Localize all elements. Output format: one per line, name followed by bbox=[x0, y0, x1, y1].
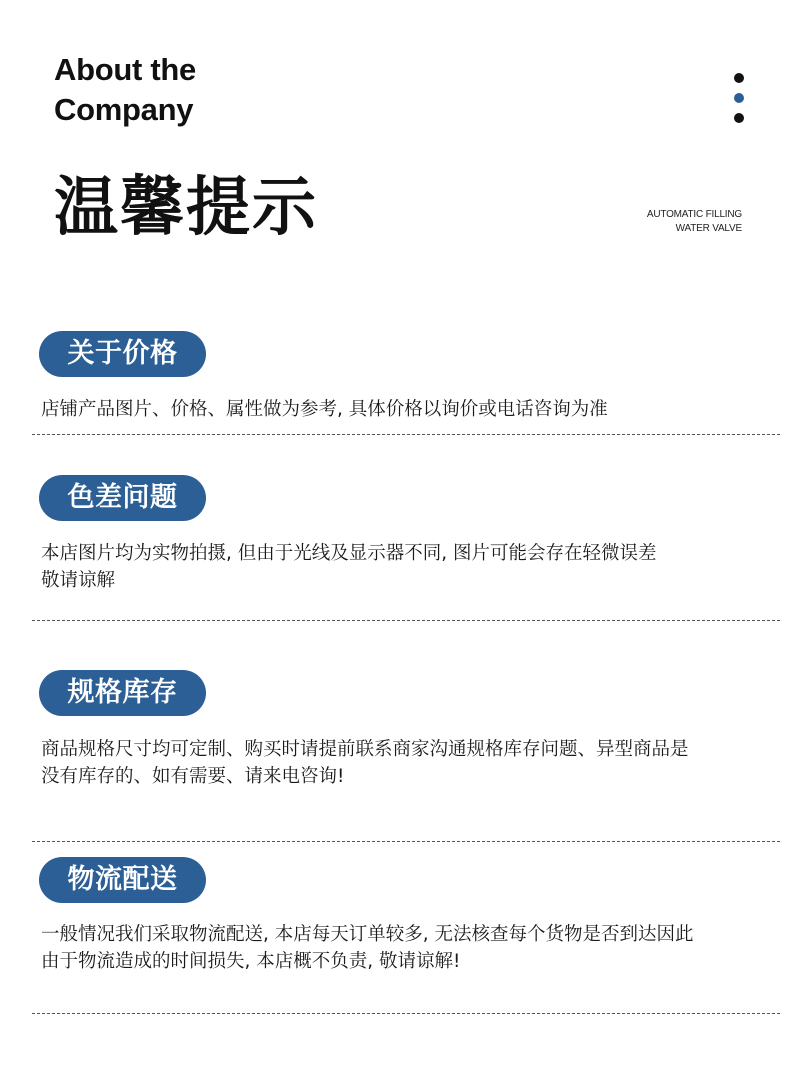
section-text-color bbox=[41, 540, 781, 594]
text-line: 本店图片均为实物拍摄, 但由于光线及显示器不同, 图片可能会存在轻微误差 bbox=[41, 543, 657, 564]
divider bbox=[32, 620, 780, 621]
dot-icon bbox=[734, 73, 744, 83]
about-line-2: Company bbox=[54, 92, 194, 127]
subtitle-line-2: WATER VALVE bbox=[675, 223, 742, 234]
text-line: 店铺产品图片、价格、属性做为参考, 具体价格以询价或电话咨询为准 bbox=[41, 399, 608, 420]
section-badge-price: 关于价格 bbox=[39, 331, 206, 377]
text-line: 敬请谅解 bbox=[41, 570, 116, 591]
section-text-specs bbox=[41, 736, 781, 790]
section-badge-color: 色差问题 bbox=[39, 475, 206, 521]
section-badge-logistics: 物流配送 bbox=[39, 857, 206, 903]
more-dots-icon bbox=[734, 73, 744, 133]
page-title: 温馨提示 bbox=[54, 171, 318, 245]
about-line-1: About the bbox=[54, 52, 196, 87]
section-text-price bbox=[41, 396, 781, 423]
section-text-logistics bbox=[41, 921, 781, 975]
text-line: 商品规格尺寸均可定制、购买时请提前联系商家沟通规格库存问题、异型商品是 bbox=[41, 739, 689, 760]
subtitle-line-1: AUTOMATIC FILLING bbox=[646, 209, 742, 220]
dot-icon bbox=[734, 113, 744, 123]
divider bbox=[32, 841, 780, 842]
text-line: 没有库存的、如有需要、请来电咨询! bbox=[41, 766, 345, 787]
about-heading bbox=[54, 50, 196, 130]
section-badge-specs: 规格库存 bbox=[39, 670, 206, 716]
divider bbox=[32, 434, 780, 435]
dot-accent-icon bbox=[734, 93, 744, 103]
text-line: 由于物流造成的时间损失, 本店概不负责, 敬请谅解! bbox=[41, 951, 461, 972]
text-line: 一般情况我们采取物流配送, 本店每天订单较多, 无法核查每个货物是否到达因此 bbox=[41, 924, 694, 945]
product-subtitle bbox=[647, 208, 742, 236]
divider bbox=[32, 1013, 780, 1014]
